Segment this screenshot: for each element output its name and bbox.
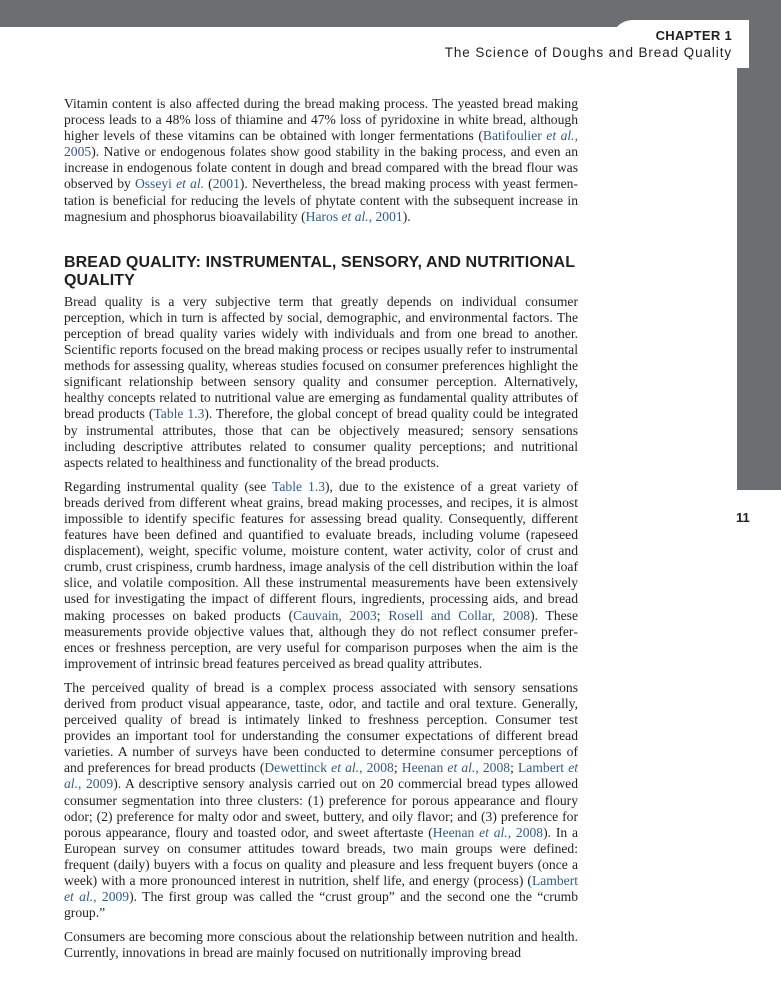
chapter-title: The Science of Doughs and Bread Quality	[444, 45, 732, 60]
text-run: ), due to the existence of a great variety of breads derived from different wheat grains, bread making processes, and recipes, it is almost impossible to identify specific features for assessing bread quality. Consequently, different features have been defined and quantified to evaluate breads, including volume (rapeseed displacement), weight, specific volume, moisture content, water activity, color of crust and crumb, crust crispiness, crumb hardness, image analysis of the cell distribution within the loaf slice, and volatile composition. All these instrumental measurements have been extensively used for investigating the impact of different flours, ingredients, processing aids, and bread making processes on baked products (	[64, 478, 578, 623]
text-run: ;	[393, 760, 402, 776]
citation-link-lambert[interactable]: Lambert et al., 2009	[64, 760, 578, 792]
paragraph-bread-quality	[64, 294, 578, 471]
text-run: ). Native or endogenous folates show good stability in the baking process, and even an increase in endogenous folate content in dough and bread compared with the bread flour was observed by	[64, 144, 578, 192]
text-run: ;	[510, 760, 518, 776]
citation-link-lambert[interactable]: Lambert et al., 2009	[64, 873, 578, 905]
text-run: ). These measurements provide objective values that, although they do not reflect consumer preferences or freshness perception, are very useful for comparison purposes when the aim is the improvement of intrinsic bread features perceived as bread quality attributes.	[64, 607, 578, 671]
citation-link-batifoulier[interactable]: Batifoulier et al., 2005	[64, 128, 578, 160]
citation-link-heenan[interactable]: Heenan et al., 2008	[432, 824, 544, 840]
citation-link-rosell-collar[interactable]: Rosell and Collar, 2008	[388, 607, 531, 623]
paragraph-vitamin-content	[64, 96, 578, 225]
citation-link-heenan[interactable]: Heenan et al., 2008	[401, 760, 511, 776]
paragraph-instrumental-quality	[64, 479, 578, 672]
table-link-1-3[interactable]: Table 1.3	[153, 406, 205, 422]
chapter-label: CHAPTER 1	[655, 28, 732, 43]
text-run: ;	[376, 607, 389, 623]
text-run: Vitamin content is also affected during the bread making process. The yeasted bread making process leads to a 48% loss of thiamine and 47% loss of pyridoxine in white bread, although higher levels of these vitamins can be obtained with longer fermentations (	[64, 96, 578, 144]
text-run: The perceived quality of bread is a complex process associated with sensory sensations derived from product visual appearance, taste, odor, and tactile and oral texture. Generally, perceived quality of bread is intimately linked to freshness perception. Consumer test provides an important tool for understanding the consumer expectations of different bread varieties. A number of surveys have been conducted to determine consumer perceptions of and preferences for bread products (	[64, 679, 578, 776]
text-run: (	[204, 176, 213, 192]
text-run: Consumers are becoming more conscious about the relationship between nutrition and health. Currently, innovations in bread are mainly focused on nutritionally improving bread	[64, 929, 578, 961]
section-heading: BREAD QUALITY: INSTRUMENTAL, SENSORY, AND NUTRITIONAL QUALITY	[64, 253, 575, 289]
citation-link-dewettinck[interactable]: Dewettinck et al., 2008	[264, 760, 394, 776]
text-run: ). Nevertheless, the bread making process with yeast fermentation is beneficial for reducing the levels of phytate content with the subsequent increase in magnesium and phosphorus bioavailability (	[64, 176, 578, 224]
text-run: Regarding instrumental quality (see	[64, 478, 273, 494]
citation-link-cauvain[interactable]: Cauvain, 2003	[293, 607, 377, 623]
text-run: Bread quality is a very subjective term that greatly depends on individual consumer perception, which in turn is affected by social, demographic, and environmental factors. The perception of bread quality varies widely with individuals and from one bread to another. Scientific reports focused on the bread making process or recipes usually refer to instrumental methods for assessing quality, whereas studies focused on consumer preferences highlight the significant relationship between sensory quality and consumer perception. Alternatively, healthy concepts related to nutritional value are emerging as fundamental quality attributes of bread products (	[64, 293, 578, 422]
chapter-side-band	[737, 27, 781, 490]
paragraph-perceived-quality	[64, 680, 578, 921]
citation-link-osseyi[interactable]: Osseyi et al.	[134, 176, 205, 192]
citation-link-osseyi-year[interactable]: 2001	[212, 176, 240, 192]
citation-link-haros[interactable]: Haros et al., 2001	[305, 208, 403, 224]
text-run: ).	[402, 208, 411, 224]
text-run: ). In a European survey on consumer attitudes toward breads, two main groups were defined: frequent (daily) buyers with a focus on quality and pleasure and less frequent buyers (once a week) with a more pronounced interest in nutrition, shelf life, and energy (process) (	[64, 824, 578, 889]
paragraph-nutrition-health	[64, 929, 578, 961]
text-run: ). The first group was called the “crust group” and the second one the “crumb group.”	[64, 889, 579, 921]
text-run: ). A descriptive sensory analysis carried out on 20 commercial bread types allowed consumer segmentation into three clusters: (1) preference for porous appearance and floury odor; (2) preference for malty odor and sweet, buttery, and oily flavor; and (3) preference for porous appearance, floury and toasted odor, and sweet aftertaste (	[64, 776, 578, 840]
text-run: ). Therefore, the global concept of bread quality could be integrated by instrumental attributes, those that can be objectively measured; sensory sensations including descriptive attributes related to consumer quality perceptions; and nutritional aspects related to healthiness and functionality of the bread products.	[64, 406, 579, 470]
page-body	[64, 96, 578, 970]
page-number: 11	[736, 510, 750, 525]
table-link-1-3[interactable]: Table 1.3	[272, 478, 326, 494]
